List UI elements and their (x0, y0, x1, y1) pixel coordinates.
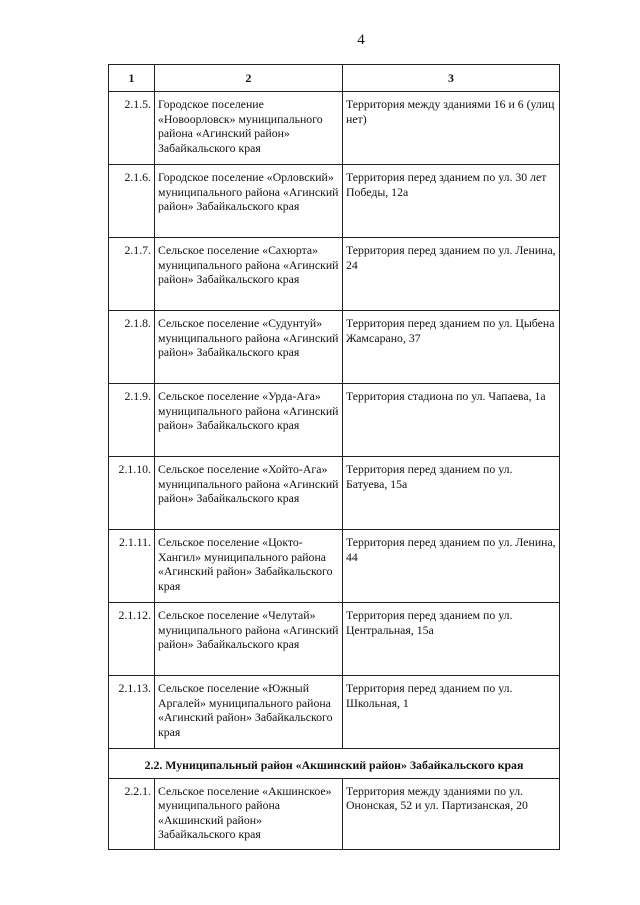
settlement-name: Сельское поселение «Челутай» муниципального района «Агинский район» Забайкальского края (155, 603, 343, 676)
header-cell: 1 (109, 65, 155, 92)
row-number: 2.1.11. (109, 530, 155, 603)
settlement-name: Сельское поселение «Урда-Ага» муниципального района «Агинский район» Забайкальского края (155, 384, 343, 457)
row-number: 2.1.12. (109, 603, 155, 676)
settlement-name: Сельское поселение «Хойто-Ага» муниципального района «Агинский район» Забайкальского края (155, 457, 343, 530)
table-row (109, 384, 560, 457)
table-row (109, 676, 560, 749)
location-description: Территория перед зданием по ул. 30 лет Победы, 12а (343, 165, 560, 238)
location-description: Территория между зданиями 16 и 6 (улиц нет) (343, 92, 560, 165)
table-row (109, 778, 560, 849)
row-number: 2.1.8. (109, 311, 155, 384)
location-description: Территория перед зданием по ул. Ленина, 24 (343, 238, 560, 311)
table-row (109, 238, 560, 311)
location-description: Территория стадиона по ул. Чапаева, 1а (343, 384, 560, 457)
section-heading-row (109, 749, 560, 779)
settlement-name: Сельское поселение «Цокто-Хангил» муниципального района «Агинский район» Забайкальского края (155, 530, 343, 603)
location-description: Территория перед зданием по ул. Ленина, 44 (343, 530, 560, 603)
document-table (108, 64, 560, 850)
table-row (109, 457, 560, 530)
settlement-name: Сельское поселение «Южный Аргалей» муниципального района «Агинский район» Забайкальского края (155, 676, 343, 749)
location-description: Территория перед зданием по ул. Батуева, 15а (343, 457, 560, 530)
row-number: 2.1.5. (109, 92, 155, 165)
row-number: 2.1.6. (109, 165, 155, 238)
header-cell: 3 (343, 65, 560, 92)
settlement-name: Сельское поселение «Акшинское» муниципального района «Акшинский район» Забайкальского края (155, 778, 343, 849)
header-row (109, 65, 560, 92)
section-heading: 2.2. Муниципальный район «Акшинский район» Забайкальского края (109, 749, 560, 779)
table-body (109, 92, 560, 850)
settlement-name: Сельское поселение «Сахюрта» муниципального района «Агинский район» Забайкальского края (155, 238, 343, 311)
settlement-name: Сельское поселение «Судунтуй» муниципального района «Агинский район» Забайкальского края (155, 311, 343, 384)
row-number: 2.2.1. (109, 778, 155, 849)
table-header (109, 65, 560, 92)
page-number: 4 (357, 32, 365, 48)
location-description: Территория перед зданием по ул. Цыбена Жамсарано, 37 (343, 311, 560, 384)
row-number: 2.1.13. (109, 676, 155, 749)
table-row (109, 311, 560, 384)
table-row (109, 165, 560, 238)
table-row (109, 92, 560, 165)
row-number: 2.1.10. (109, 457, 155, 530)
table-row (109, 530, 560, 603)
table-row (109, 603, 560, 676)
header-cell: 2 (155, 65, 343, 92)
location-description: Территория перед зданием по ул. Центральная, 15а (343, 603, 560, 676)
row-number: 2.1.9. (109, 384, 155, 457)
location-description: Территория между зданиями по ул. Ононская, 52 и ул. Партизанская, 20 (343, 778, 560, 849)
location-description: Территория перед зданием по ул. Школьная, 1 (343, 676, 560, 749)
settlement-name: Городское поселение «Новоорловск» муниципального района «Агинский район» Забайкальского края (155, 92, 343, 165)
row-number: 2.1.7. (109, 238, 155, 311)
settlement-name: Городское поселение «Орловский» муниципального района «Агинский район» Забайкальского края (155, 165, 343, 238)
